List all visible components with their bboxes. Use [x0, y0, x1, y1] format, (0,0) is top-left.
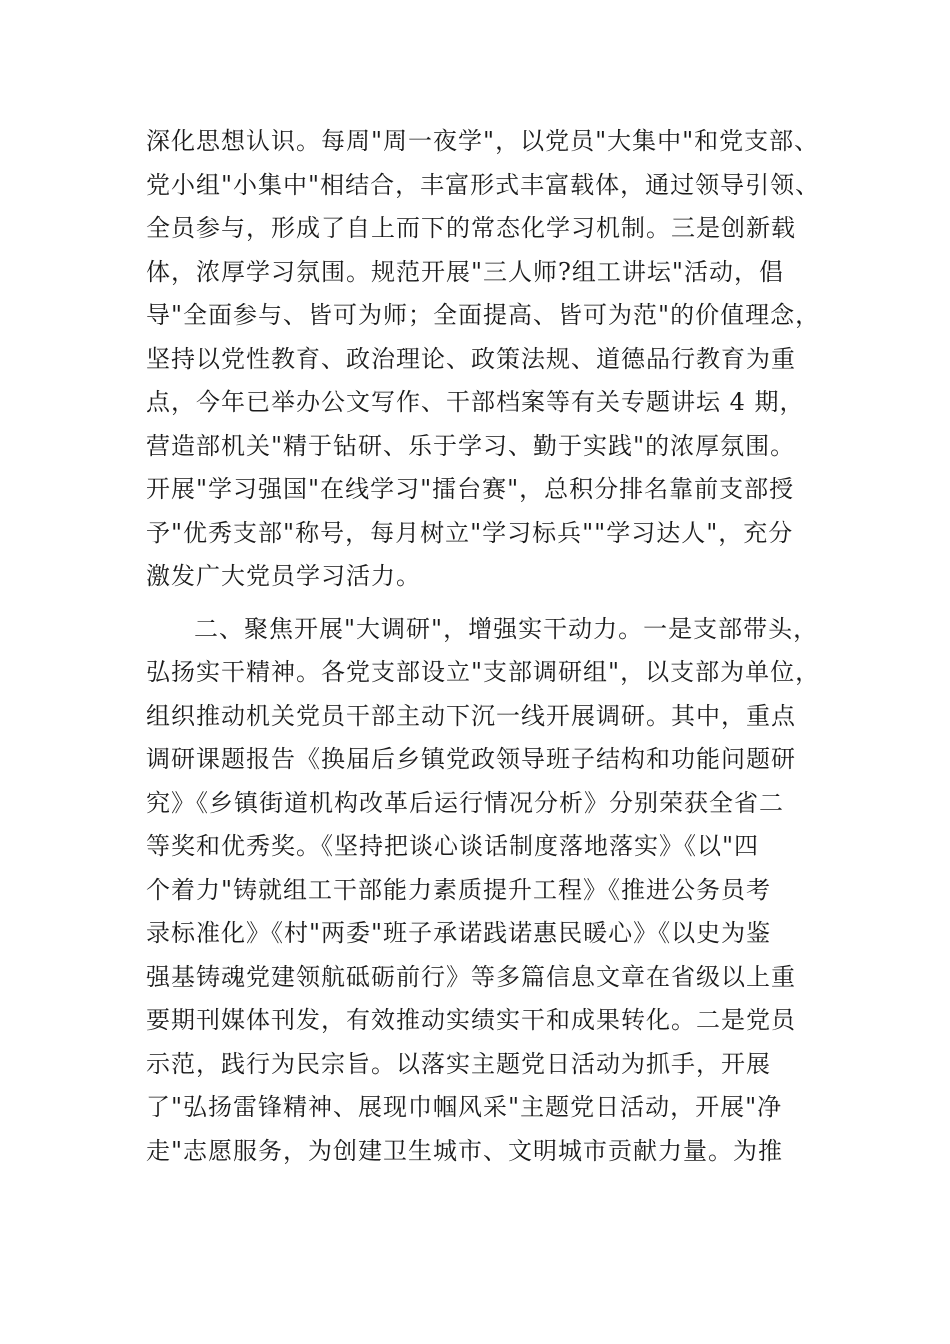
document-body: [146, 120, 826, 1173]
text-line: 要期刊媒体刊发，有效推动实绩实干和成果转化。二是党员: [146, 1006, 796, 1034]
text-line: 个着力"铸就组工干部能力素质提升工程》《推进公务员考: [146, 875, 772, 904]
text-line: 营造部机关"精于钻研、乐于学习、勤于实践"的浓厚氛围。: [146, 431, 796, 460]
paragraph-2: [146, 608, 826, 1174]
text-line: 深化思想认识。每周"周一夜学"，以党员"大集中"和党支部、: [146, 127, 820, 155]
text-line: 调研课题报告《换届后乡镇党政领导班子结构和功能问题研: [146, 745, 796, 773]
text-line: 组织推动机关党员干部主动下沉一线开展调研。其中，重点: [146, 701, 796, 730]
text-line: 予"优秀支部"称号，每月树立"学习标兵""学习达人"，充分: [146, 518, 794, 547]
text-line: 强基铸魂党建领航砥砺前行》等多篇信息文章在省级以上重: [146, 962, 796, 991]
text-line: 开展"学习强国"在线学习"擂台赛"，总积分排名靠前支部授: [146, 475, 795, 503]
text-line: 全员参与，形成了自上而下的常态化学习机制。三是创新载: [146, 214, 796, 242]
paragraph-1: [146, 120, 826, 599]
text-line: 等奖和优秀奖。《坚持把谈心谈话制度落地落实》《以"四: [146, 832, 760, 860]
text-line: 二、聚焦开展"大调研"，增强实干动力。一是支部带头，: [194, 614, 819, 643]
text-line: 走"志愿服务，为创建卫生城市、文明城市贡献力量。为推: [146, 1136, 784, 1165]
text-line: 了"弘扬雷锋精神、展现巾帼风采"主题党日活动，开展"净: [146, 1093, 783, 1121]
text-line: 点，今年已举办公文写作、干部档案等有关专题讲坛 4 期，: [146, 388, 805, 416]
text-line: 导"全面参与、皆可为师；全面提高、皆可为范"的价值理念，: [146, 301, 821, 329]
text-line: 示范，践行为民宗旨。以落实主题党日活动为抓手，开展: [146, 1049, 771, 1078]
text-line: 体，浓厚学习氛围。规范开展"三人师?组工讲坛"活动，倡: [146, 257, 784, 286]
text-line: 激发广大党员学习活力。: [146, 562, 421, 590]
text-line: 弘扬实干精神。各党支部设立"支部调研组"，以支部为单位，: [146, 658, 821, 686]
paragraph-gap: [146, 599, 826, 608]
text-line: 坚持以党性教育、政治理论、政策法规、道德品行教育为重: [146, 344, 796, 373]
text-line: 录标准化》《村"两委"班子承诺践诺惠民暖心》《以史为鉴: [146, 919, 772, 947]
text-line: 究》《乡镇街道机构改革后运行情况分析》分别荣获全省二: [146, 788, 784, 817]
text-line: 党小组"小集中"相结合，丰富形式丰富载体，通过领导引领、: [146, 170, 821, 199]
